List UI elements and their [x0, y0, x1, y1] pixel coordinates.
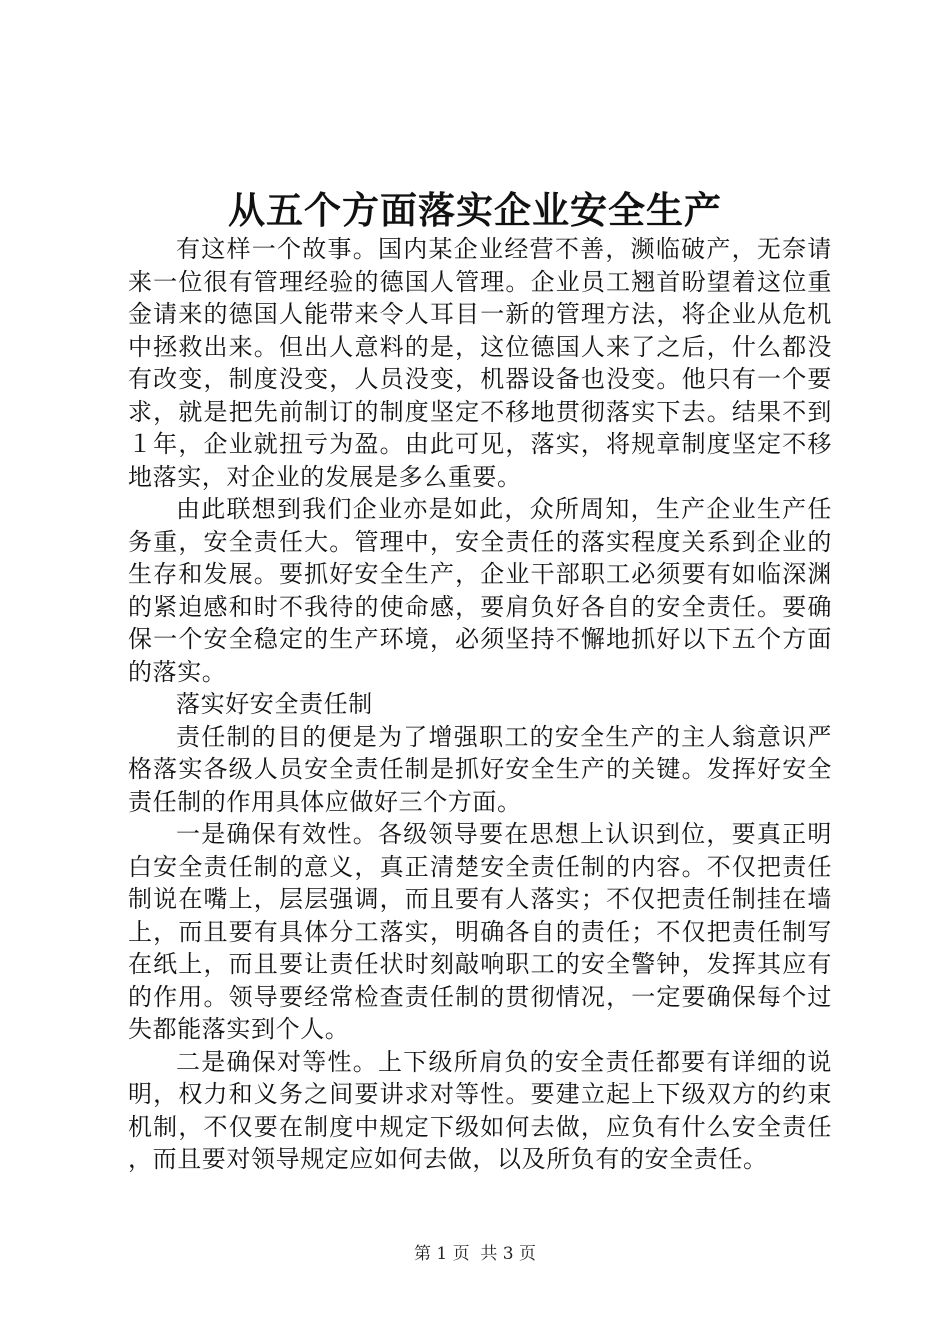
paragraph-responsibility: 责任制的目的便是为了增强职工的安全生产的主人翁意识严格落实各级人员安全责任制是抓好安全生产的关键。发挥好安全责任制的作用具体应做好三个方面。	[128, 722, 832, 816]
document-title: 从五个方面落实企业安全生产	[228, 188, 722, 232]
paragraph-story: 有这样一个故事。国内某企业经营不善，濒临破产，无奈请来一位很有管理经验的德国人管理。企业员工翘首盼望着这位重金请来的德国人能带来令人耳目一新的管理方法，将企业从危机中拯救出来。但出人意料的是，这位德国人来了之后，什么都没有改变，制度没变，人员没变，机器设备也没变。他只有一个要求，就是把先前制订的制度坚定不移地贯彻落实下去。结果不到１年，企业就扭亏为盈。由此可见，落实，将规章制度坚定不移地落实，对企业的发展是多么重要。	[128, 235, 832, 491]
page-number: 第 1 页 共 3 页	[413, 1244, 537, 1264]
paragraph-effectiveness: 一是确保有效性。各级领导要在思想上认识到位，要真正明白安全责任制的意义，真正清楚安全责任制的内容。不仅把责任制说在嘴上，层层强调，而且要有人落实；不仅把责任制挂在墙上，而且要有具体分工落实，明确各自的责任；不仅把责任制写在纸上，而且要让责任状时刻敲响职工的安全警钟，发挥其应有的作用。领导要经常检查责任制的贯彻情况，一定要确保每个过失都能落实到个人。	[128, 820, 832, 1043]
paragraph-intro: 由此联想到我们企业亦是如此，众所周知，生产企业生产任务重，安全责任大。管理中，安全责任的落实程度关系到企业的生存和发展。要抓好安全生产，企业干部职工必须要有如临深渊的紧迫感和时不我待的使命感，要肩负好各自的安全责任。要确保一个安全稳定的生产环境，必须坚持不懈地抓好以下五个方面的落实。	[128, 495, 832, 686]
section-heading-responsibility: 落实好安全责任制	[176, 690, 373, 718]
document-body	[128, 233, 832, 1176]
paragraph-equivalence: 二是确保对等性。上下级所肩负的安全责任都要有详细的说明，权力和义务之间要讲求对等性。要建立起上下级双方的约束机制，不仅要在制度中规定下级如何去做，应负有什么安全责任，而且要对领导规定应如何去做，以及所负有的安全责任。	[128, 1047, 832, 1173]
page-footer	[0, 1243, 950, 1265]
